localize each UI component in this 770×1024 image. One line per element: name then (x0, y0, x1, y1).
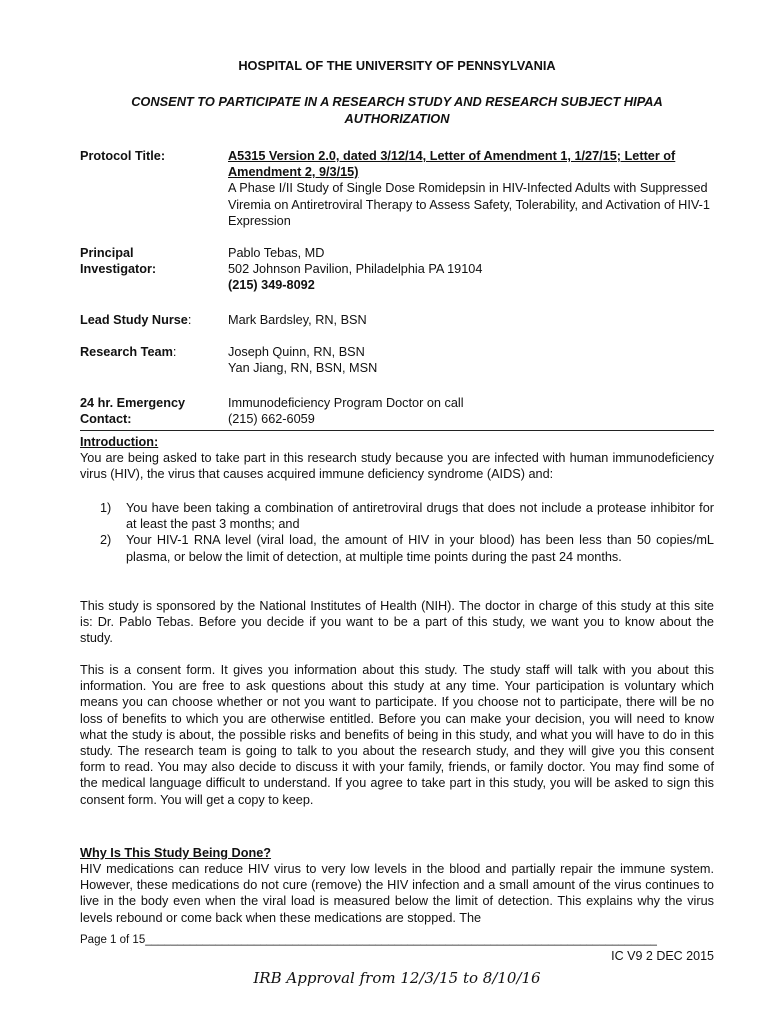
team-label-text: Research Team (80, 345, 173, 359)
introduction-heading: Introduction: (80, 435, 159, 449)
emergency-label-line1: 24 hr. Emergency (80, 396, 186, 410)
list-item (100, 532, 714, 564)
protocol-study-title: A Phase I/II Study of Single Dose Romidepsin in HIV-Infected Adults with Suppressed Viremia on Antiretroviral Therapy to Assess Safety, Tolerability, and Activation of HIV-1 Expression (228, 181, 710, 228)
page-footer (80, 932, 657, 948)
emergency-contact: Immunodeficiency Program Doctor on call (228, 396, 464, 410)
investigator-address: 502 Johnson Pavilion, Philadelphia PA 19104 (228, 262, 483, 277)
investigator-label-line1: Principal (80, 246, 134, 260)
emergency-value (228, 395, 714, 427)
protocol-value (228, 148, 714, 229)
why-paragraph: HIV medications can reduce HIV virus to very low levels in the blood and partially repair the immune system. However, these medications do not cure (remove) the HIV infection and a small amount of the virus continues to live in the body even when the viral load is measured below the limit of detection. This explains why the virus levels rebound or come back when these medications are stopped. The (80, 862, 714, 925)
team-member: Yan Jiang, RN, BSN, MSN (228, 361, 378, 376)
emergency-label-line2: Contact: (80, 412, 132, 427)
nurse-label-text: Lead Study Nurse (80, 313, 188, 327)
list-item-number: 2) (100, 533, 112, 548)
introduction-paragraph-3: This is a consent form. It gives you information about this study. The study staff will talk with you about this information. You are free to ask questions about this study at any time. Your participation is voluntary which means you can choose whether or not you want to participate. If you choose not to participate, there will be no loss of benefits to which you are otherwise entitled. Before you can make your decision, you will need to know what the study is about, the possible risks and benefits of being in this study, and what you will have to do in this study. The research team is going to talk to you about the research study, and they will give you this consent form to read. You may also decide to discuss it with your family, friends, or family doctor. You may find some of the medical language difficult to understand. If you agree to take part in this study, you will be asked to sign this consent form. You will get a copy to keep. (80, 663, 714, 807)
investigator-phone: (215) 349-8092 (228, 278, 315, 293)
list-item (100, 500, 714, 532)
protocol-label: Protocol Title: (80, 149, 166, 163)
hospital-title: HOSPITAL OF THE UNIVERSITY OF PENNSYLVANIA (238, 58, 556, 73)
page-number: Page 1 of 15 (80, 934, 146, 946)
consent-title (80, 94, 714, 127)
emergency-label (80, 395, 220, 427)
list-item-text: Your HIV-1 RNA level (viral load, the amount of HIV in your blood) has been less than 50 copies/mL plasma, or below the limit of detection, at multiple time points during the past 24 months. (126, 533, 714, 564)
investigator-value (228, 245, 714, 294)
investigator-label-line2: Investigator: (80, 262, 157, 277)
team-label (80, 344, 220, 360)
introduction-paragraph-1: You are being asked to take part in this research study because you are infected with human immunodeficiency virus (HIV), the virus that causes acquired immune deficiency syndrome (AIDS) and: (80, 451, 714, 482)
nurse-label (80, 312, 220, 328)
team-label-colon: : (172, 345, 177, 359)
investigator-label (80, 245, 220, 277)
consent-title-line2: AUTHORIZATION (344, 110, 450, 126)
eligibility-list (100, 500, 714, 565)
form-version: IC V9 2 DEC 2015 (611, 949, 714, 963)
protocol-version: A5315 Version 2.0, dated 3/12/14, Letter of Amendment 1, 1/27/15; Letter of Amendment 2, 9/3/15) (228, 149, 676, 180)
emergency-phone: (215) 662-6059 (228, 412, 315, 427)
investigator-name: Pablo Tebas, MD (228, 246, 325, 260)
section-divider (80, 430, 714, 431)
irb-approval-stamp: IRB Approval from 12/3/15 to 8/10/16 (253, 969, 541, 987)
team-member: Joseph Quinn, RN, BSN (228, 345, 365, 359)
document-page (80, 0, 714, 1024)
nurse-name: Mark Bardsley, RN, BSN (228, 313, 367, 327)
list-item-number: 1) (100, 501, 112, 515)
nurse-label-colon: : (187, 313, 192, 327)
team-members (228, 344, 714, 376)
footer-underline: ________________________________________________________________________________ (145, 934, 657, 946)
consent-title-line1: CONSENT TO PARTICIPATE IN A RESEARCH STUDY AND RESEARCH SUBJECT HIPAA (131, 94, 663, 109)
why-heading: Why Is This Study Being Done? (80, 846, 272, 860)
list-item-text: You have been taking a combination of antiretroviral drugs that does not include a protease inhibitor for at least the past 3 months; and (126, 501, 714, 532)
introduction-paragraph-2: This study is sponsored by the National Institutes of Health (NIH). The doctor in charge of this study at this site is: Dr. Pablo Tebas. Before you decide if you want to be a part of this study, we want you to know about the study. (80, 599, 714, 646)
